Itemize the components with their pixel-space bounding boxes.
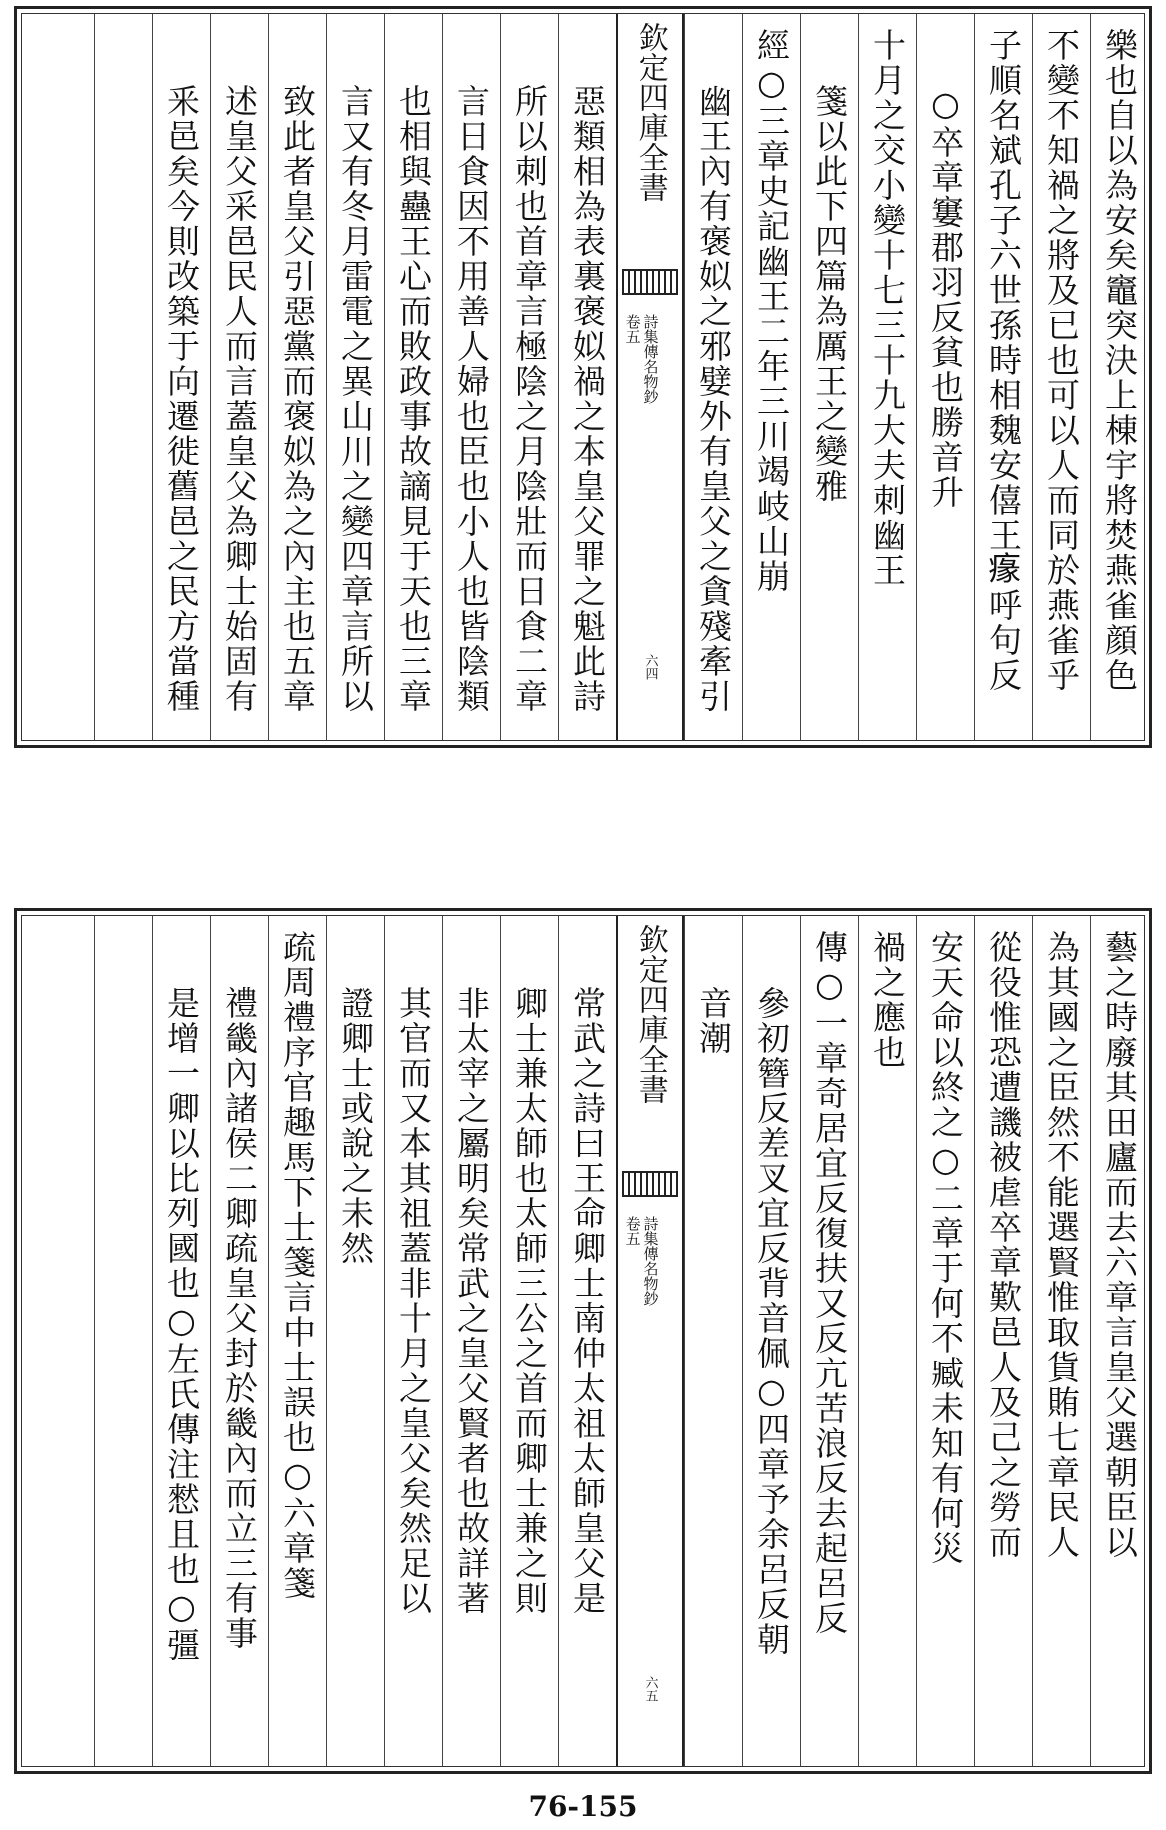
column-text: ○卒章窶郡羽反貧也勝音升 <box>926 84 965 510</box>
margin-book-title: 詩集傳名物鈔 <box>641 314 660 404</box>
text-column <box>974 916 1032 1766</box>
text-column <box>94 916 152 1766</box>
column-text: 言又有冬月雷電之異山川之變四章言所以 <box>336 84 375 714</box>
text-column <box>684 916 742 1766</box>
text-column <box>500 14 558 740</box>
text-column <box>210 14 268 740</box>
column-text: 音潮 <box>694 986 733 1056</box>
column-text: 傳○一章奇居宜反復扶又反亢苦浪反去起呂反 <box>810 930 849 1636</box>
text-column <box>1032 916 1090 1766</box>
column-text: 箋以此下四篇為厲王之變雅 <box>810 84 849 504</box>
top-page <box>14 6 1152 748</box>
text-column <box>800 14 858 740</box>
margin-volume: 卷五 <box>623 1216 642 1246</box>
column-text: 其官而又本其祖蓋非十月之皇父矣然足以 <box>394 986 433 1616</box>
bottom-page-frame <box>21 915 1145 1767</box>
text-column <box>268 916 326 1766</box>
text-column <box>858 916 916 1766</box>
column-text: 致此者皇父引惡黨而褒姒為之內主也五章 <box>278 84 317 714</box>
text-column <box>742 14 800 740</box>
column-text: 禮畿內諸侯二卿疏皇父封於畿內而立三有事 <box>220 986 259 1651</box>
column-text: 從役惟恐遭譏被虐卒章歎邑人及己之勞而 <box>984 930 1023 1560</box>
column-text: 言日食因不用善人婦也臣也小人也皆陰類 <box>452 84 491 714</box>
column-text: 安天命以終之○二章于何不臧未知有何災 <box>926 930 965 1566</box>
column-text: 疏周禮序官趣馬下士箋言中士誤也○六章箋 <box>278 930 317 1601</box>
text-column <box>442 916 500 1766</box>
top-page-frame <box>21 13 1145 741</box>
text-column <box>1090 14 1148 740</box>
column-text: 也相與蠱王心而敗政事故謫見于天也三章 <box>394 84 433 714</box>
margin-title: 欽定四庫全書 <box>632 924 668 1104</box>
text-column <box>1032 14 1090 740</box>
margin-folio: 六四 <box>642 654 658 680</box>
text-column <box>384 14 442 740</box>
column-text: 非太宰之屬明矣常武之皇父賢者也故詳著 <box>452 986 491 1616</box>
column-text: 卿士兼太師也太師三公之首而卿士兼之則 <box>510 986 549 1616</box>
column-text: 釆邑矣今則改築于向遷徙舊邑之民方當種 <box>162 84 201 714</box>
column-text: 述皇父采邑民人而言蓋皇父為卿士始固有 <box>220 84 259 714</box>
text-column <box>326 14 384 740</box>
column-text: 參初簪反差叉宜反背音佩○四章予余呂反朝 <box>752 986 791 1657</box>
column-text: 惡類相為表裏褒姒禍之本皇父罪之魁此詩 <box>568 84 607 714</box>
text-column <box>916 14 974 740</box>
column-text: 所以刺也首章言極陰之月陰壯而日食二章 <box>510 84 549 714</box>
page-number: 76-155 <box>528 1790 638 1823</box>
text-column <box>384 916 442 1766</box>
column-text: 樂也自以為安矣竈突決上棟宇將焚燕雀顔色 <box>1100 28 1139 693</box>
text-column <box>94 14 152 740</box>
margin-volume: 卷五 <box>623 314 642 344</box>
column-text: 子順名斌孔子六世孫時相魏安僖王𤸁呼句反 <box>984 28 1023 693</box>
text-column <box>442 14 500 740</box>
center-margin <box>616 916 684 1766</box>
column-text: 證卿士或說之未然 <box>336 986 375 1266</box>
text-column <box>742 916 800 1766</box>
column-text: 是增一卿以比列國也○左氏傳注憖且也○彊 <box>162 986 201 1663</box>
margin-folio: 六五 <box>642 1676 658 1702</box>
text-column <box>152 916 210 1766</box>
fishtail-ornament <box>622 269 678 295</box>
text-column <box>974 14 1032 740</box>
text-column <box>858 14 916 740</box>
bottom-page <box>14 908 1152 1774</box>
text-column <box>326 916 384 1766</box>
text-column <box>558 14 616 740</box>
text-column <box>152 14 210 740</box>
column-text: 藝之時廢其田廬而去六章言皇父選朝臣以 <box>1100 930 1139 1560</box>
column-text: 為其國之臣然不能選賢惟取貨賄七章民人 <box>1042 930 1081 1560</box>
text-column <box>1090 916 1148 1766</box>
column-text: 禍之應也 <box>868 930 907 1070</box>
text-column <box>558 916 616 1766</box>
column-text: 不變不知禍之將及已也可以人而同於燕雀乎 <box>1042 28 1081 693</box>
text-column <box>500 916 558 1766</box>
margin-book-title: 詩集傳名物鈔 <box>641 1216 660 1306</box>
text-column <box>800 916 858 1766</box>
column-text: 十月之交小變十七三十九大夫刺幽王 <box>868 28 907 588</box>
margin-title: 欽定四庫全書 <box>632 22 668 202</box>
column-text: 經○三章史記幽王二年三川竭岐山崩 <box>752 28 791 594</box>
text-column <box>916 916 974 1766</box>
text-column <box>36 916 94 1766</box>
center-margin <box>616 14 684 740</box>
fishtail-ornament <box>622 1171 678 1197</box>
column-text: 常武之詩曰王命卿士南仲太祖太師皇父是 <box>568 986 607 1616</box>
column-text: 幽王內有褒姒之邪嬖外有皇父之貪殘牽引 <box>694 84 733 714</box>
text-column <box>36 14 94 740</box>
text-column <box>684 14 742 740</box>
text-column <box>268 14 326 740</box>
text-column <box>210 916 268 1766</box>
